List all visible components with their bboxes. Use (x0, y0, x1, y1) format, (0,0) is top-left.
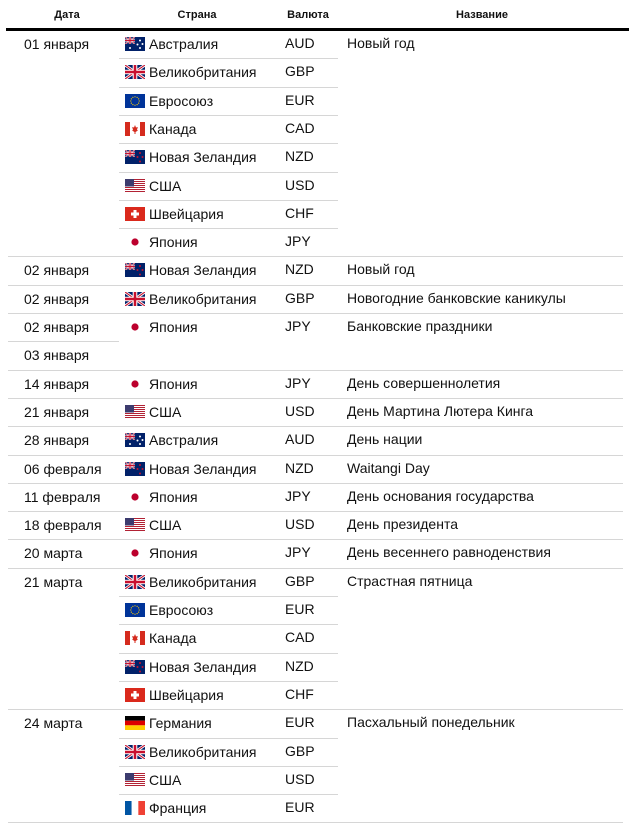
group-divider (8, 568, 623, 569)
japan-flag-icon (125, 235, 145, 249)
holiday-name: День Мартина Лютера Кинга (347, 402, 534, 419)
holiday-date: 02 января (24, 262, 90, 279)
new-zealand-flag-icon (125, 660, 145, 674)
country-name: Франция (149, 800, 207, 817)
currency-code: USD (285, 516, 315, 533)
country-row-divider (119, 228, 338, 229)
country-name: Япония (149, 488, 198, 505)
country-row-divider (119, 794, 338, 795)
japan-flag-icon (125, 320, 145, 334)
holiday-name: День президента (347, 516, 458, 533)
uk-flag-icon (125, 745, 145, 759)
germany-flag-icon (125, 716, 145, 730)
currency-code: GBP (285, 742, 315, 759)
country-name: США (149, 403, 182, 420)
country-row-divider (119, 58, 338, 59)
currency-code: EUR (285, 799, 315, 816)
country-name: США (149, 517, 182, 534)
australia-flag-icon (125, 433, 145, 447)
holiday-name: Банковские праздники (347, 318, 493, 334)
usa-flag-icon (125, 179, 145, 193)
currency-code: CAD (285, 629, 315, 646)
currency-code: USD (285, 176, 315, 193)
uk-flag-icon (125, 65, 145, 79)
country-name: Япония (149, 234, 198, 251)
country-row-divider (119, 87, 338, 88)
group-divider (8, 483, 623, 484)
currency-code: EUR (285, 714, 315, 731)
currency-code: USD (285, 402, 315, 419)
country-name: Великобритания (149, 290, 257, 307)
column-header-date: Дата (54, 9, 80, 21)
eu-flag-icon (125, 603, 145, 617)
country-name: Великобритания (149, 64, 257, 81)
currency-code: GBP (285, 289, 315, 306)
currency-code: NZD (285, 459, 314, 476)
currency-code: USD (285, 770, 315, 787)
new-zealand-flag-icon (125, 462, 145, 476)
column-header-name: Название (456, 9, 508, 21)
france-flag-icon (125, 801, 145, 815)
currency-code: JPY (285, 374, 311, 391)
holiday-date: 24 марта (24, 715, 83, 732)
holiday-name: День весеннего равноденствия (347, 544, 551, 561)
country-name: Германия (149, 715, 212, 732)
usa-flag-icon (125, 518, 145, 532)
holiday-name: День совершеннолетия (347, 374, 501, 391)
column-header-currency: Валюта (287, 9, 329, 21)
currency-code: NZD (285, 657, 314, 674)
group-divider (8, 256, 623, 257)
usa-flag-icon (125, 405, 145, 419)
currency-code: AUD (285, 431, 315, 448)
country-row-divider (119, 766, 338, 767)
date-row-divider (8, 341, 119, 342)
usa-flag-icon (125, 773, 145, 787)
country-row-divider (119, 681, 338, 682)
currency-code: NZD (285, 261, 314, 278)
currency-code: JPY (285, 233, 311, 250)
country-name: Великобритания (149, 743, 257, 760)
country-row-divider (119, 653, 338, 654)
canada-flag-icon (125, 631, 145, 645)
japan-flag-icon (125, 377, 145, 391)
country-row-divider (119, 200, 338, 201)
holiday-name: Страстная пятница (347, 572, 473, 589)
group-divider (8, 398, 623, 399)
eu-flag-icon (125, 94, 145, 108)
holiday-date: 21 января (24, 403, 90, 420)
holiday-date: 14 января (24, 375, 90, 392)
australia-flag-icon (125, 37, 145, 51)
country-name: Новая Зеландия (149, 460, 257, 477)
holiday-date: 11 февраля (24, 488, 101, 505)
currency-code: JPY (285, 318, 311, 334)
country-name: Австралия (149, 36, 219, 52)
country-name: США (149, 771, 182, 788)
country-name: Новая Зеландия (149, 658, 257, 675)
holiday-name: День основания государства (347, 487, 534, 504)
japan-flag-icon (125, 546, 145, 560)
uk-flag-icon (125, 292, 145, 306)
holiday-name: Новый год (347, 35, 415, 51)
currency-code: JPY (285, 487, 311, 504)
currency-code: NZD (285, 148, 314, 165)
holiday-date: 06 февраля (24, 460, 102, 477)
group-divider (8, 426, 623, 427)
new-zealand-flag-icon (125, 150, 145, 164)
country-name: Канада (149, 630, 197, 647)
holiday-date: 02 января (24, 290, 90, 307)
group-divider (8, 285, 623, 286)
holiday-date: 18 февраля (24, 517, 102, 534)
country-name: Япония (149, 375, 198, 392)
group-divider (8, 511, 623, 512)
switzerland-flag-icon (125, 688, 145, 702)
country-name: Евросоюз (149, 92, 214, 109)
country-name: Новая Зеландия (149, 149, 257, 166)
currency-code: CAD (285, 119, 315, 136)
japan-flag-icon (125, 490, 145, 504)
currency-code: GBP (285, 63, 315, 80)
country-row-divider (119, 596, 338, 597)
country-name: Япония (149, 545, 198, 562)
group-divider (8, 313, 623, 314)
currency-code: JPY (285, 544, 311, 561)
group-divider (8, 709, 623, 710)
country-name: Австралия (149, 432, 219, 449)
currency-code: GBP (285, 572, 315, 589)
group-divider (8, 370, 623, 371)
country-row-divider (119, 738, 338, 739)
uk-flag-icon (125, 575, 145, 589)
country-name: Великобритания (149, 573, 257, 590)
holiday-date: 28 января (24, 432, 90, 449)
column-header-country: Страна (177, 9, 217, 21)
currency-code: EUR (285, 601, 315, 617)
holiday-date: 20 марта (24, 545, 83, 562)
currency-code: AUD (285, 35, 315, 51)
group-divider (8, 539, 623, 540)
country-row-divider (119, 624, 338, 625)
canada-flag-icon (125, 122, 145, 136)
country-name: Швейцария (149, 686, 224, 703)
holiday-name: Новый год (347, 261, 415, 278)
holiday-date: 03 января (24, 347, 90, 364)
country-name: США (149, 177, 182, 194)
country-row-divider (119, 143, 338, 144)
switzerland-flag-icon (125, 207, 145, 221)
holiday-name: Пасхальный понедельник (347, 714, 515, 731)
country-name: Швейцария (149, 205, 224, 222)
country-name: Канада (149, 120, 197, 137)
currency-code: CHF (285, 204, 314, 221)
holiday-name: Новогодние банковские каникулы (347, 289, 566, 306)
country-row-divider (119, 172, 338, 173)
holiday-date: 01 января (24, 36, 90, 52)
holiday-name: День нации (347, 431, 423, 448)
country-name: Новая Зеландия (149, 262, 257, 279)
group-divider (8, 455, 623, 456)
country-row-divider (119, 115, 338, 116)
holiday-date: 21 марта (24, 573, 83, 590)
currency-code: EUR (285, 91, 315, 108)
holiday-name: Waitangi Day (347, 459, 430, 476)
country-name: Евросоюз (149, 602, 214, 618)
currency-code: CHF (285, 685, 314, 702)
holiday-date: 02 января (24, 319, 90, 335)
new-zealand-flag-icon (125, 263, 145, 277)
country-name: Япония (149, 319, 198, 335)
